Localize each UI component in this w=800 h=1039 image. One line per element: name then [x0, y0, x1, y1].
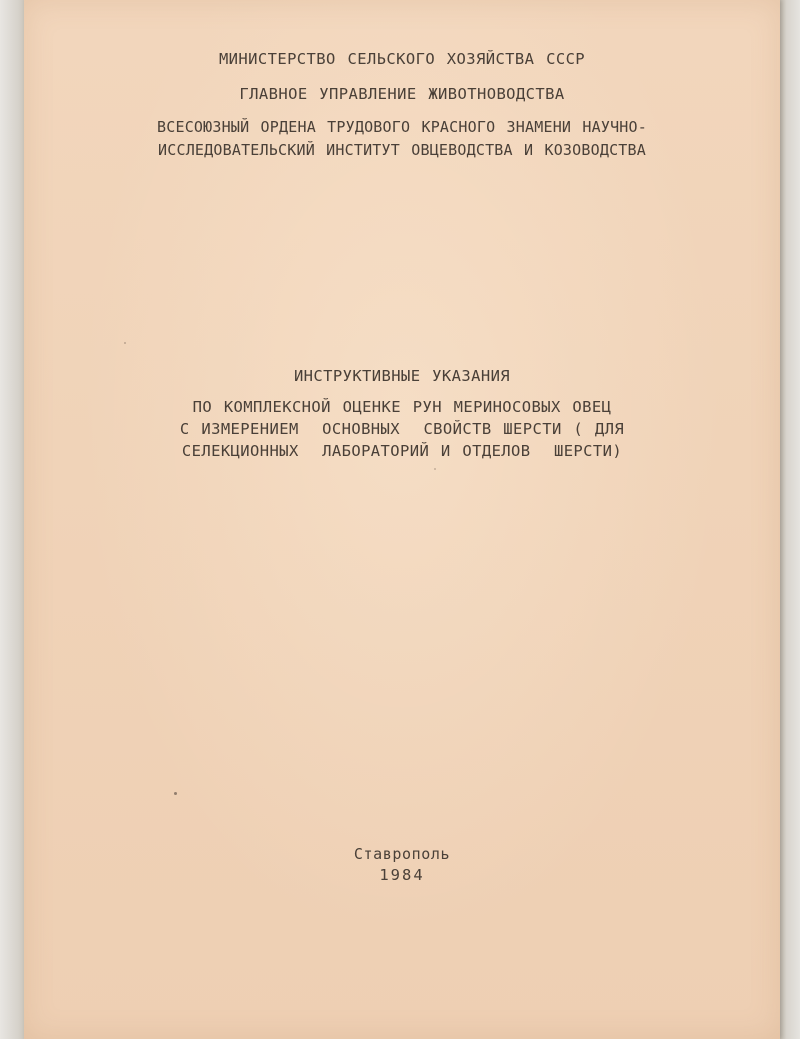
document-heading: ИНСТРУКТИВНЫЕ УКАЗАНИЯ	[293, 367, 511, 385]
scan-background-right	[778, 0, 800, 1039]
document-cover	[24, 0, 780, 1039]
directorate-line: ГЛАВНОЕ УПРАВЛЕНИЕ ЖИВОТНОВОДСТВА	[239, 85, 565, 103]
paper-speck	[174, 792, 177, 795]
publication-year: 1984	[379, 866, 425, 884]
institute-line-2: ИССЛЕДОВАТЕЛЬСКИЙ ИНСТИТУТ ОВЦЕВОДСТВА И КОЗОВОДСТВА	[158, 141, 646, 159]
paper-speck	[434, 468, 436, 470]
publication-city: Ставрополь	[353, 845, 451, 863]
paper-speck	[124, 342, 126, 344]
institute-line-1: ВСЕСОЮЗНЫЙ ОРДЕНА ТРУДОВОГО КРАСНОГО ЗНАМЕНИ НАУЧНО-	[157, 118, 647, 136]
subtitle-line-1: ПО КОМПЛЕКСНОЙ ОЦЕНКЕ РУН МЕРИНОСОВЫХ ОВЕЦ	[192, 398, 612, 416]
scan-background-left	[0, 0, 26, 1039]
subtitle-line-3: СЕЛЕКЦИОННЫХ ЛАБОРАТОРИЙ И ОТДЕЛОВ ШЕРСТИ)	[181, 442, 623, 460]
ministry-line: МИНИСТЕРСТВО СЕЛЬСКОГО ХОЗЯЙСТВА СССР	[218, 50, 586, 68]
subtitle-line-2: С ИЗМЕРЕНИЕМ ОСНОВНЫХ СВОЙСТВ ШЕРСТИ ( ДЛЯ	[179, 420, 625, 438]
